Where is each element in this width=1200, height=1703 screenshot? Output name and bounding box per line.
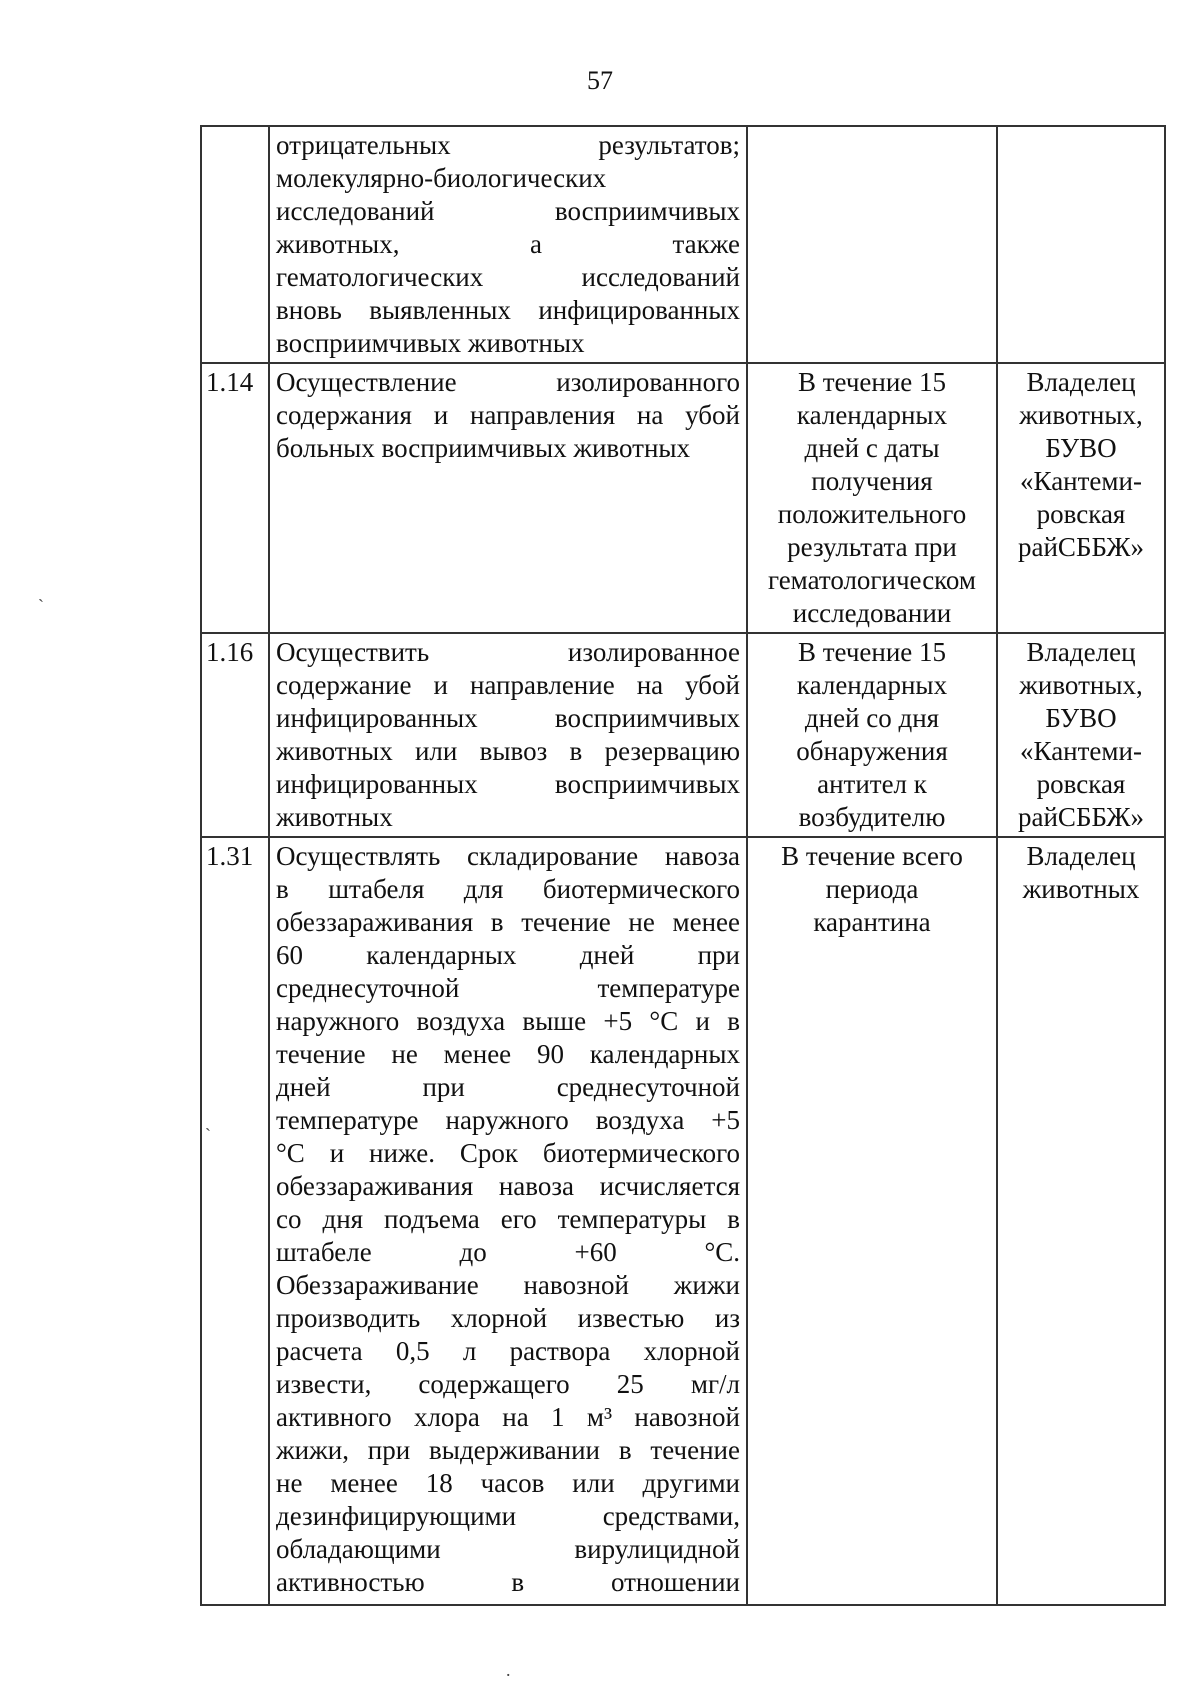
action-line: животных или вывоз в резервацию bbox=[276, 736, 740, 766]
action-line: больных восприимчивых животных bbox=[276, 433, 691, 463]
action-line: наружного воздуха выше +5 °С и в bbox=[276, 1006, 740, 1036]
action-line: штабеле до +60 °С. bbox=[276, 1237, 740, 1267]
action-line: животных, а также bbox=[276, 229, 740, 259]
action-line: извести, содержащего 25 мг/л bbox=[276, 1369, 740, 1399]
action-line: дней при среднесуточной bbox=[276, 1072, 740, 1102]
row-number: 1.16 bbox=[201, 633, 269, 837]
action-line: обеззараживания навоза исчисляется bbox=[276, 1171, 740, 1201]
table-row bbox=[201, 363, 1165, 633]
action-cell bbox=[269, 363, 747, 633]
measures-table bbox=[200, 125, 1166, 1606]
action-line: исследований восприимчивых bbox=[276, 196, 740, 226]
action-line: температуре наружного воздуха +5 bbox=[276, 1105, 740, 1135]
action-line: Обеззараживание навозной жижи bbox=[276, 1270, 740, 1300]
action-line: обладающими вирулицидной bbox=[276, 1534, 740, 1564]
scan-speck: ` bbox=[205, 1125, 211, 1145]
action-line: не менее 18 часов или другими bbox=[276, 1468, 740, 1498]
action-line: молекулярно-биологических bbox=[276, 163, 607, 193]
responsible-cell: Владелец животных, БУВО «Кантеми- ровская райСББЖ» bbox=[997, 633, 1165, 837]
action-line: в штабеля для биотермического bbox=[276, 874, 740, 904]
action-line: содержания и направления на убой bbox=[276, 400, 740, 430]
action-line: производить хлорной известью из bbox=[276, 1303, 740, 1333]
action-line: жижи, при выдерживании в течение bbox=[276, 1435, 740, 1465]
action-line: инфицированных восприимчивых bbox=[276, 703, 740, 733]
row-number: 1.14 bbox=[201, 363, 269, 633]
term-cell: В течение всего периода карантина bbox=[747, 837, 997, 1605]
action-line: 60 календарных дней при bbox=[276, 940, 740, 970]
row-number bbox=[201, 126, 269, 363]
table-row bbox=[201, 633, 1165, 837]
action-line: Осуществить изолированное bbox=[276, 637, 740, 667]
action-line: среднесуточной температуре bbox=[276, 973, 740, 1003]
action-cell bbox=[269, 633, 747, 837]
action-line: Осуществление изолированного bbox=[276, 367, 740, 397]
scan-speck: ` bbox=[38, 596, 44, 616]
term-cell: В течение 15 календарных дней с даты получения положительного результата при гематологическом исследовании bbox=[747, 363, 997, 633]
action-line: обеззараживания в течение не менее bbox=[276, 907, 740, 937]
responsible-cell: Владелец животных bbox=[997, 837, 1165, 1605]
table-row bbox=[201, 126, 1165, 363]
term-cell: В течение 15 календарных дней со дня обнаружения антител к возбудителю bbox=[747, 633, 997, 837]
term-cell bbox=[747, 126, 997, 363]
row-number: 1.31 bbox=[201, 837, 269, 1605]
table-row bbox=[201, 837, 1165, 1605]
action-line: восприимчивых животных bbox=[276, 328, 585, 358]
action-line: животных bbox=[276, 802, 393, 832]
action-line: инфицированных восприимчивых bbox=[276, 769, 740, 799]
action-line: расчета 0,5 л раствора хлорной bbox=[276, 1336, 740, 1366]
responsible-cell: Владелец животных, БУВО «Кантеми- ровская райСББЖ» bbox=[997, 363, 1165, 633]
scan-speck: . bbox=[506, 1660, 511, 1680]
action-line: гематологических исследований bbox=[276, 262, 740, 292]
action-line: активного хлора на 1 м³ навозной bbox=[276, 1402, 740, 1432]
action-line: течение не менее 90 календарных bbox=[276, 1039, 740, 1069]
action-line: содержание и направление на убой bbox=[276, 670, 740, 700]
action-line: дезинфицирующими средствами, bbox=[276, 1501, 740, 1531]
action-line: со дня подъема его температуры в bbox=[276, 1204, 740, 1234]
action-line: отрицательных результатов; bbox=[276, 130, 740, 160]
action-cell bbox=[269, 837, 747, 1605]
page-number: 57 bbox=[587, 66, 613, 95]
action-line: вновь выявленных инфицированных bbox=[276, 295, 740, 325]
action-line: активностью в отношении bbox=[276, 1567, 740, 1597]
action-cell bbox=[269, 126, 747, 363]
responsible-cell bbox=[997, 126, 1165, 363]
action-line: °С и ниже. Срок биотермического bbox=[276, 1138, 740, 1168]
action-line: Осуществлять складирование навоза bbox=[276, 841, 740, 871]
